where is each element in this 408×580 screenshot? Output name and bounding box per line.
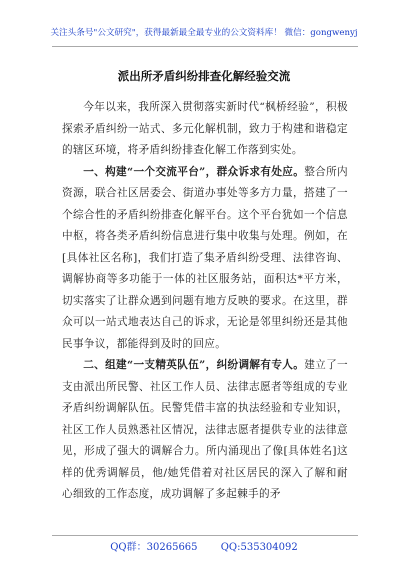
footer-divider — [52, 535, 358, 536]
section-1-body: 整合所内资源，联合社区居委会、街道办事处等多方力量，搭建了一个综合性的矛盾纠纷排查化解平台。这个平台犹如一个信息中枢，将各类矛盾纠纷信息进行集中收集与处理。例如，在[具体社区名称]，我们打造了集矛盾纠纷受理、法律咨询、调解协商等多功能于一体的社区服务站，面积达*平方米，切实落实了让群众遇到问题有地方反映的要求。在这里，群众可以一站式地表达自己的诉求，无论是邻里纠纷还是其他民事争议，都能得到及时的回应。 — [62, 165, 348, 350]
section-2-body: 建立了一支由派出所民警、社区工作人员、法律志愿者等组成的专业矛盾纠纷调解队伍。民警凭借丰富的执法经验和专业知识，社区工作人员熟悉社区情况，法律志愿者提供专业的法律意见，形成了强大的调解合力。所内涌现出了像[具体姓名]这样的优秀调解员，他/她凭借着对社区居民的深入了解和耐心细致的工作态度，成功调解了多起棘手的矛 — [62, 359, 348, 500]
footer-qq-group: QQ群：30265665 — [110, 542, 198, 553]
section-2-paragraph — [62, 355, 348, 506]
footer-qq: QQ:535304092 — [220, 542, 298, 553]
header-divider — [52, 46, 358, 47]
footer — [0, 538, 408, 553]
header-banner: 关注头条号"公文研究"，获得最新最全最专业的公文资料库！ 微信：gongwenyj — [50, 28, 358, 38]
section-2-heading: 二、组建“一支精英队伍”，纠纷调解有专人。 — [83, 359, 305, 371]
document-body — [62, 97, 348, 506]
section-1-paragraph — [62, 162, 348, 356]
intro-paragraph: 今年以来，我所深入贯彻落实新时代“枫桥经验”，积极探索矛盾纠纷一站式、多元化解机制，致力于构建和谐稳定的辖区环境，将矛盾纠纷排查化解工作落到实处。 — [62, 101, 348, 156]
document-title: 派出所矛盾纠纷排查化解经验交流 — [117, 69, 291, 83]
section-1-heading: 一、构建“一个交流平台”，群众诉求有处应。 — [83, 165, 305, 178]
